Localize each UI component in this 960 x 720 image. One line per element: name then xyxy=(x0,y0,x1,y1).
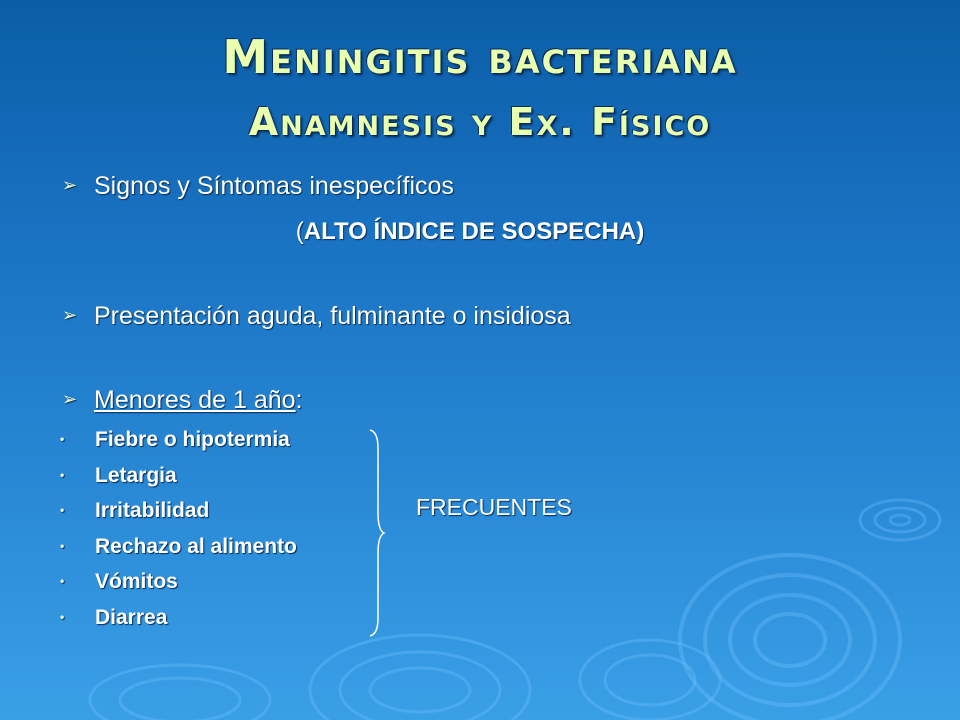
list-item-text: Rechazo al alimento xyxy=(95,534,297,558)
list-item-text: Diarrea xyxy=(95,605,168,629)
dot-bullet-icon: • xyxy=(60,467,65,482)
dot-bullet-icon: • xyxy=(60,609,65,624)
dot-bullet-icon: • xyxy=(60,574,65,588)
sospecha-note xyxy=(0,218,940,246)
frecuentes-label: FRECUENTES xyxy=(416,494,572,520)
list-item xyxy=(60,568,297,604)
sospecha-note-text: ALTO ÍNDICE DE SOSPECHA) xyxy=(303,218,645,245)
list-item-text: Letargia xyxy=(95,463,177,487)
dot-bullet-icon: • xyxy=(60,432,65,446)
list-item-text: Irritabilidad xyxy=(95,499,210,522)
bullet-menores xyxy=(62,386,302,415)
list-item xyxy=(60,533,297,569)
bullet-signos-text: Signos y Síntomas inespecíficos xyxy=(94,172,454,200)
list-item xyxy=(60,497,297,533)
bullet-menores-text: Menores de 1 año xyxy=(94,386,296,414)
bullet-presentacion-text: Presentación aguda, fulminante o insidiosa xyxy=(94,302,571,330)
slide-subtitle: Anamnesis y Ex. Físico xyxy=(248,100,712,144)
arrow-bullet-icon: ➢ xyxy=(62,389,78,409)
bullet-menores-colon: : xyxy=(295,386,303,414)
list-item-text: Vómitos xyxy=(95,570,178,593)
arrow-bullet-icon: ➢ xyxy=(62,175,78,195)
arrow-bullet-icon: ➢ xyxy=(62,305,78,325)
sospecha-open-paren: ( xyxy=(295,218,304,245)
list-item xyxy=(60,604,297,640)
bullet-presentacion xyxy=(62,302,571,331)
right-brace-icon xyxy=(368,428,388,638)
dot-bullet-icon: • xyxy=(60,503,65,517)
list-item xyxy=(60,462,297,498)
list-item-text: Fiebre o hipotermia xyxy=(95,428,290,451)
dot-bullet-icon: • xyxy=(60,538,65,553)
symptom-list xyxy=(60,426,297,639)
slide-title: Meningitis bacteriana xyxy=(222,30,738,84)
list-item xyxy=(60,426,297,462)
bullet-signos xyxy=(62,172,454,201)
